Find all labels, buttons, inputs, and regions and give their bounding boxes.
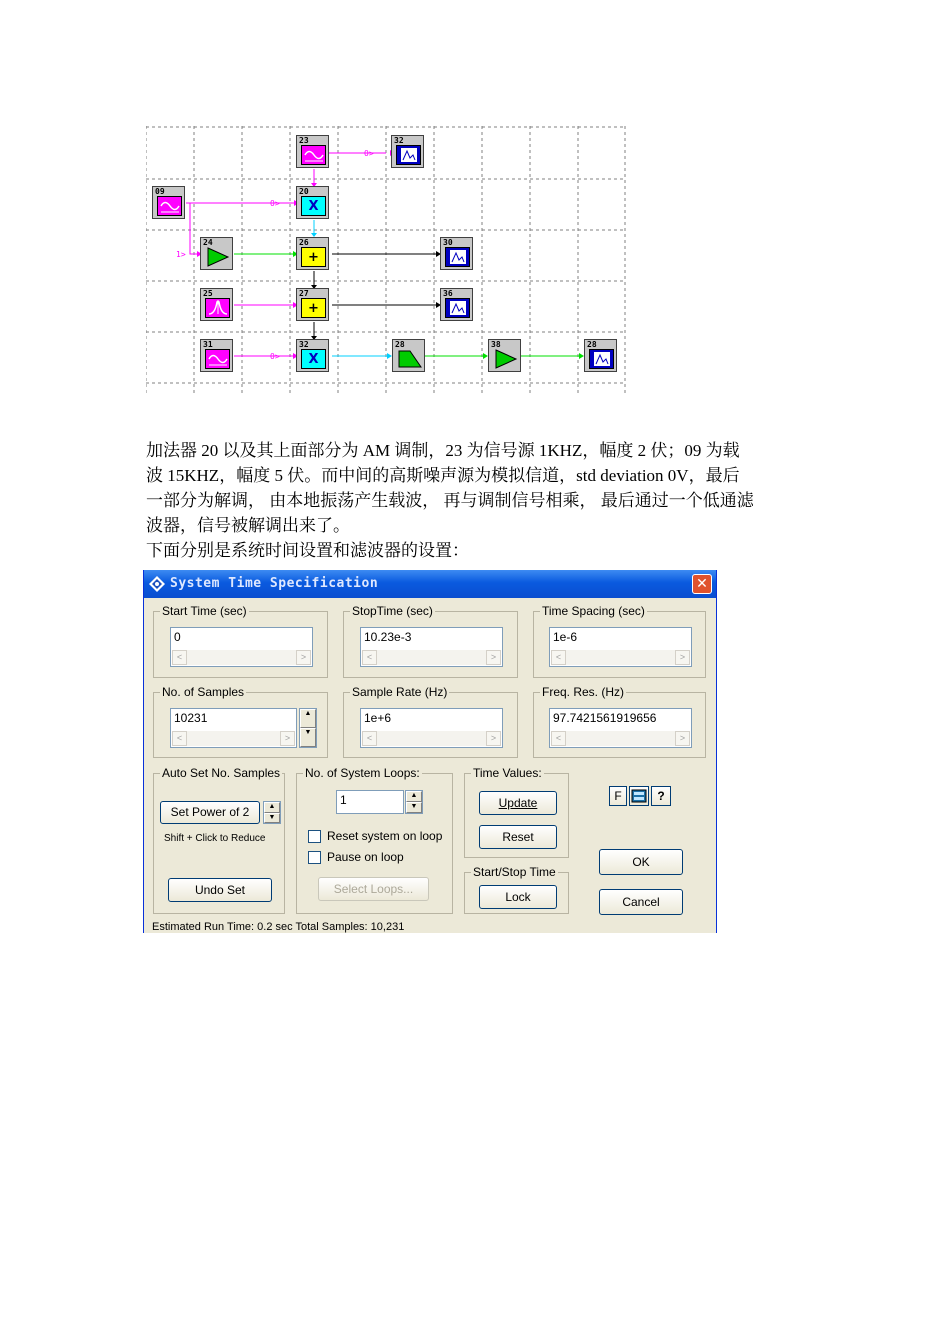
power-spinner[interactable] [263, 801, 281, 824]
scroll-left-icon[interactable]: < [172, 650, 187, 665]
start-stop-time-group [464, 865, 569, 914]
ok-label: OK [632, 855, 650, 869]
block-number: 24 [203, 238, 213, 247]
scroll-right-icon[interactable]: > [296, 650, 311, 665]
horizontal-scrollbar[interactable] [172, 731, 295, 746]
block-number: 28 [587, 340, 597, 349]
close-button[interactable] [692, 574, 712, 594]
reset-system-checkbox[interactable] [308, 830, 321, 843]
dialog-title: System Time Specification [170, 576, 379, 591]
freq-res-value: 97.7421561919656 [553, 711, 657, 725]
sample-rate-value: 1e+6 [364, 711, 392, 725]
block-24-amplifier[interactable] [200, 237, 233, 270]
time-values-group [464, 766, 569, 858]
spin-down-icon[interactable]: ▼ [406, 802, 422, 813]
spin-up-icon[interactable]: ▲ [264, 802, 280, 813]
scroll-right-icon[interactable]: > [486, 650, 501, 665]
block-32-multiplier[interactable] [296, 339, 329, 372]
reset-system-label: Reset system on loop [327, 829, 443, 843]
spin-down-icon[interactable]: ▼ [300, 728, 316, 747]
start-time-value: 0 [174, 630, 181, 644]
block-number: 23 [299, 136, 309, 145]
gaussian-icon [205, 298, 230, 318]
spin-down-icon[interactable]: ▼ [264, 813, 280, 824]
help-icon: ? [657, 789, 665, 803]
stop-time-group [343, 604, 518, 678]
time-spacing-group [533, 604, 706, 678]
num-samples-label: No. of Samples [162, 685, 245, 699]
select-loops-button[interactable] [318, 877, 429, 901]
f-label: F [614, 789, 622, 803]
time-spacing-label: Time Spacing (sec) [542, 604, 645, 618]
block-09-sine-source[interactable] [152, 186, 185, 219]
sine-wave-icon [301, 145, 326, 165]
block-27-adder[interactable] [296, 288, 329, 321]
scroll-right-icon[interactable]: > [675, 731, 690, 746]
set-power-of-2-button[interactable] [160, 801, 260, 824]
set-power-of-2-label: Set Power of 2 [170, 805, 250, 819]
block-number: 25 [203, 289, 213, 298]
lowpass-filter-icon [397, 349, 422, 369]
add-icon: + [301, 247, 326, 267]
close-icon: ✕ [696, 576, 708, 592]
block-number: 32 [394, 136, 404, 145]
start-time-group [153, 604, 328, 678]
block-number: 09 [155, 187, 165, 196]
amplifier-icon [205, 247, 230, 267]
horizontal-scrollbar[interactable] [362, 650, 501, 665]
time-values-label: Time Values: [473, 766, 542, 780]
block-25-gaussian-noise[interactable] [200, 288, 233, 321]
scroll-left-icon[interactable]: < [172, 731, 187, 746]
pause-on-loop-checkbox[interactable] [308, 851, 321, 864]
pause-on-loop-label: Pause on loop [327, 850, 404, 864]
block-28-lowpass-filter[interactable] [392, 339, 425, 372]
plot-sink-icon [445, 298, 470, 318]
shift-click-hint: Shift + Click to Reduce [164, 833, 266, 844]
calculator-button[interactable] [629, 786, 649, 806]
calculator-icon [631, 789, 647, 803]
scroll-left-icon[interactable]: < [551, 731, 566, 746]
block-number: 28 [395, 340, 405, 349]
sine-wave-icon [157, 196, 182, 216]
scroll-right-icon[interactable]: > [486, 731, 501, 746]
sine-wave-icon [205, 349, 230, 369]
block-number: 30 [443, 238, 453, 247]
scroll-right-icon[interactable]: > [675, 650, 690, 665]
cancel-button[interactable] [599, 889, 683, 915]
cancel-label: Cancel [622, 895, 660, 909]
undo-set-button[interactable] [168, 878, 272, 902]
stop-time-value: 10.23e-3 [364, 630, 412, 644]
loops-spinner[interactable] [405, 790, 423, 814]
block-38-amplifier[interactable] [488, 339, 521, 372]
freq-res-label: Freq. Res. (Hz) [542, 685, 625, 699]
reset-label: Reset [502, 830, 534, 844]
auto-set-label: Auto Set No. Samples [162, 766, 281, 780]
block-32-sink[interactable] [391, 135, 424, 168]
stop-time-label: StopTime (sec) [352, 604, 433, 618]
f-button[interactable] [609, 786, 627, 806]
port-label: 0> [364, 149, 374, 158]
block-diagram [146, 126, 626, 394]
scroll-left-icon[interactable]: < [362, 650, 377, 665]
scroll-right-icon[interactable]: > [280, 731, 295, 746]
time-spacing-field[interactable] [549, 627, 692, 667]
update-button[interactable] [479, 791, 557, 815]
system-loops-field[interactable] [336, 790, 404, 814]
block-26-adder[interactable] [296, 237, 329, 270]
plot-sink-icon [589, 349, 614, 369]
block-number: 31 [203, 340, 213, 349]
system-loops-value: 1 [340, 793, 347, 807]
paragraph-line: 加法器 20 以及其上面部分为 AM 调制，23 为信号源 1KHZ，幅度 2 伏；09 为载 [146, 441, 740, 460]
lock-button[interactable] [479, 885, 557, 909]
scroll-left-icon[interactable]: < [551, 650, 566, 665]
sample-rate-label: Sample Rate (Hz) [352, 685, 448, 699]
freq-res-field[interactable] [549, 708, 692, 748]
start-time-field[interactable] [170, 627, 313, 667]
block-number: 38 [491, 340, 501, 349]
start-time-label: Start Time (sec) [162, 604, 247, 618]
block-20-multiplier[interactable] [296, 186, 329, 219]
app-icon [149, 576, 165, 592]
plot-sink-icon [445, 247, 470, 267]
system-loops-label: No. of System Loops: [305, 766, 420, 780]
block-number: 36 [443, 289, 453, 298]
add-icon: + [301, 298, 326, 318]
ok-button[interactable] [599, 849, 683, 875]
horizontal-scrollbar[interactable] [551, 731, 690, 746]
undo-set-label: Undo Set [194, 883, 246, 897]
select-loops-label: Select Loops... [333, 882, 414, 896]
start-stop-time-label: Start/Stop Time [473, 865, 556, 879]
block-31-sine-source[interactable] [200, 339, 233, 372]
system-loops-group [296, 766, 453, 914]
amplifier-icon [493, 349, 518, 369]
time-spacing-value: 1e-6 [553, 630, 578, 644]
status-bar-text: Estimated Run Time: 0.2 sec Total Samples: 10,231 [152, 921, 405, 933]
update-label: Update [498, 796, 538, 810]
port-label: 0> [270, 199, 280, 208]
paragraph-line: 波 15KHZ，幅度 5 伏。而中间的高斯噪声源为模拟信道，std deviation 0V，最后 [146, 466, 740, 485]
multiply-icon: X [301, 196, 326, 216]
stop-time-field[interactable] [360, 627, 503, 667]
auto-set-group [153, 766, 285, 914]
num-samples-spinner[interactable] [299, 708, 317, 748]
horizontal-scrollbar[interactable] [551, 650, 690, 665]
port-label: 1> [176, 250, 186, 259]
sample-rate-field[interactable] [360, 708, 503, 748]
lock-label: Lock [505, 890, 531, 904]
port-label: 0> [270, 352, 280, 361]
block-number: 20 [299, 187, 309, 196]
num-samples-value: 10231 [174, 711, 208, 725]
block-number: 27 [299, 289, 309, 298]
horizontal-scrollbar[interactable] [362, 731, 501, 746]
system-time-dialog [143, 570, 717, 933]
block-28-sink[interactable] [584, 339, 617, 372]
block-23-sine-source[interactable] [296, 135, 329, 168]
spin-up-icon[interactable]: ▲ [300, 709, 316, 728]
paragraph-line: 一部分为解调， 由本地振荡产生载波， 再与调制信号相乘， 最后通过一个低通滤 [146, 491, 754, 510]
num-samples-field[interactable] [170, 708, 297, 748]
help-button[interactable] [651, 786, 671, 806]
num-samples-group [153, 685, 328, 758]
horizontal-scrollbar[interactable] [172, 650, 311, 665]
block-36-sink[interactable] [440, 288, 473, 321]
multiply-icon: X [301, 349, 326, 369]
spin-up-icon[interactable]: ▲ [406, 791, 422, 802]
paragraph-line: 下面分别是系统时间设置和滤波器的设置： [146, 541, 469, 560]
plot-sink-icon [396, 145, 421, 165]
title-bar[interactable] [144, 570, 716, 598]
reset-button[interactable] [479, 825, 557, 849]
freq-res-group [533, 685, 706, 758]
block-number: 32 [299, 340, 309, 349]
block-30-sink[interactable] [440, 237, 473, 270]
sample-rate-group [343, 685, 518, 758]
block-number: 26 [299, 238, 309, 247]
scroll-left-icon[interactable]: < [362, 731, 377, 746]
paragraph-line: 波器，信号被解调出来了。 [146, 516, 350, 535]
